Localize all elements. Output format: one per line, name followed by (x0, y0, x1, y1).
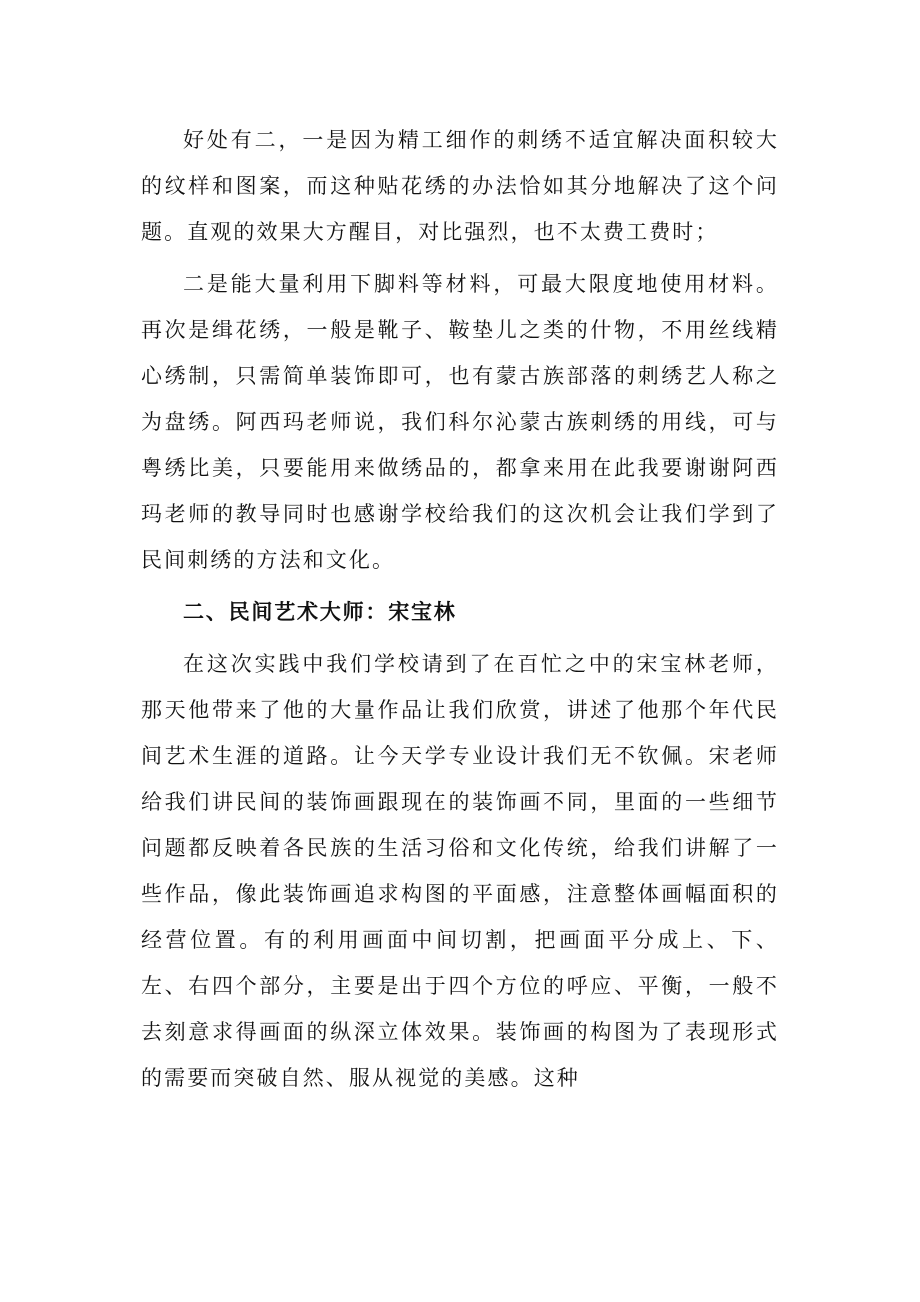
paragraph-benefits: 好处有二，一是因为精工细作的刺绣不适宜解决面积较大的纹样和图案，而这种贴花绣的办法恰如其分地解决了这个问题。直观的效果大方醒目，对比强烈，也不太费工费时； (141, 128, 779, 244)
section-heading: 二、民间艺术大师：宋宝林 (183, 600, 457, 624)
document-body (141, 117, 779, 1107)
paragraph-materials: 二是能大量利用下脚料等材料，可最大限度地使用材料。再次是缉花绣，一般是靴子、鞍垫儿之类的什物，不用丝线精心绣制，只需简单装饰即可，也有蒙古族部落的刺绣艺人称之为盘绣。阿西玛老师说，我们科尔沁蒙古族刺绣的用线，可与粤绣比美，只要能用来做绣品的，都拿来用在此我要谢谢阿西玛老师的教导同时也感谢学校给我们的这次机会让我们学到了民间刺绣的方法和文化。 (141, 272, 779, 572)
paragraph-song-baolin: 在这次实践中我们学校请到了在百忙之中的宋宝林老师，那天他带来了他的大量作品让我们欣赏，讲述了他那个年代民间艺术生涯的道路。让今天学专业设计我们无不钦佩。宋老师给我们讲民间的装饰画跟现在的装饰画不同，里面的一些细节问题都反映着各民族的生活习俗和文化传统，给我们讲解了一些作品，像此装饰画追求构图的平面感，注意整体画幅面积的经营位置。有的利用画面中间切割，把画面平分成上、下、左、右四个部分，主要是出于四个方位的呼应、平衡，一般不去刻意求得画面的纵深立体效果。装饰画的构图为了表现形式的需要而突破自然、服从视觉的美感。这种 (141, 652, 779, 1090)
